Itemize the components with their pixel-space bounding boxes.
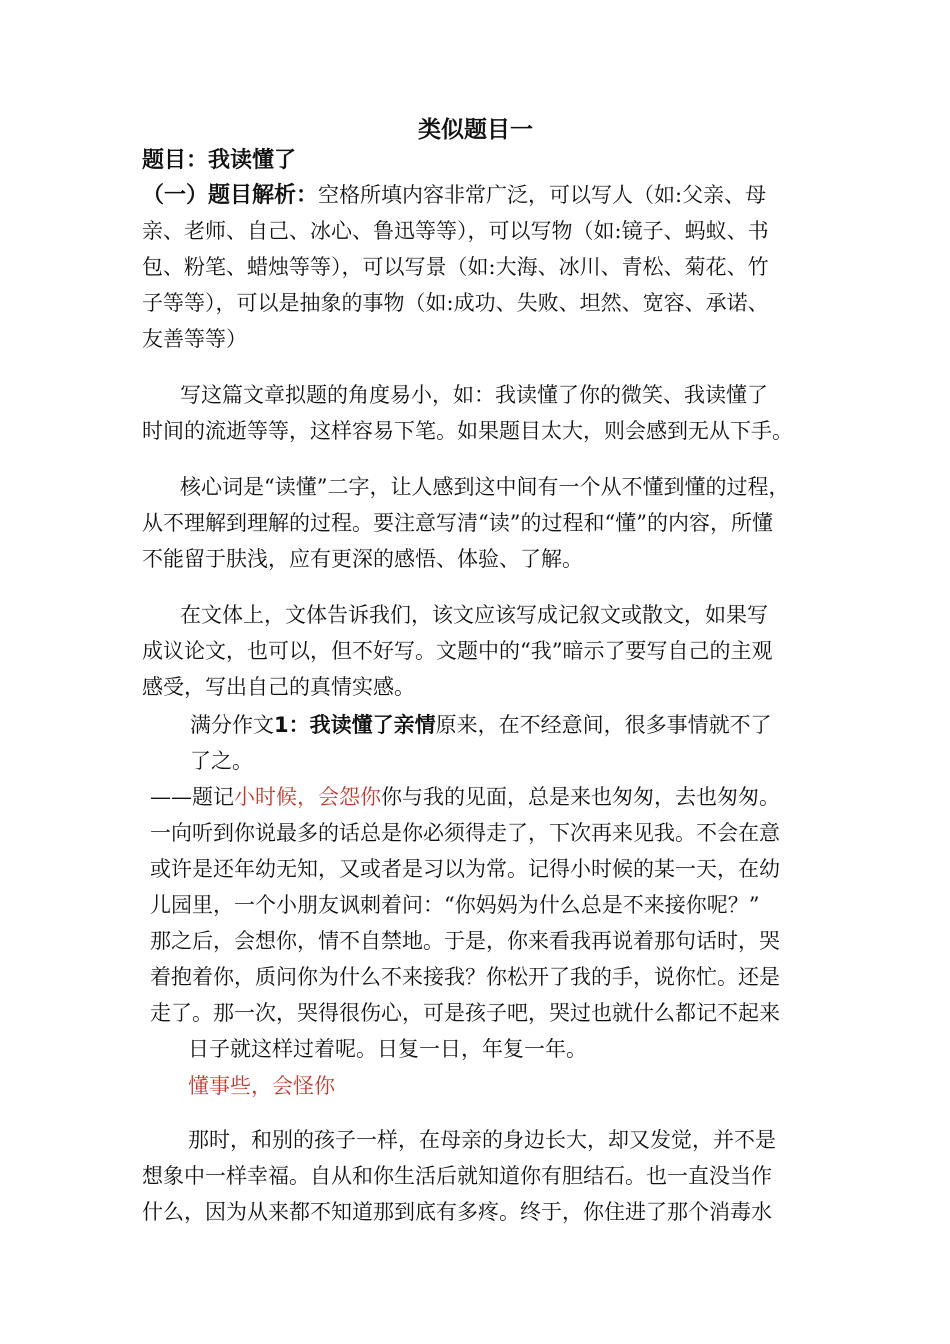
section1-line-4: 那之后，会想你，情不自禁地。于是，你来看我再说着那句话时，哭 — [150, 929, 780, 953]
core-line-1: 核心词是“读懂”二字，让人感到这中间有一个从不懂到懂的过程， — [180, 475, 790, 499]
section2-heading: 懂事些，会怪你 — [188, 1074, 335, 1098]
essay-intro-cont: 了之。 — [190, 749, 253, 773]
angle-line-2: 时间的流逝等等，这样容易下笔。如果题目太大，则会感到无从下手。 — [142, 419, 793, 443]
angle-line-1: 写这篇文章拟题的角度易小，如：我读懂了你的微笑、我读懂了 — [180, 383, 768, 407]
style-line-1: 在文体上，文体告诉我们，该文应该写成记叙文或散文，如果写 — [180, 603, 768, 627]
section1-line-1: 一向听到你说最多的话总是你必须得走了，下次再来见我。不会在意 — [150, 821, 780, 845]
section1-first: 你与我的见面，总是来也匆匆，去也匆匆。 — [381, 785, 780, 809]
core-line-2: 从不理解到理解的过程。要注意写清“读”的过程和“懂”的内容，所懂 — [142, 511, 773, 535]
section2-line-1: 那时，和别的孩子一样，在母亲的身边长大，却又发觉，并不是 — [188, 1128, 776, 1152]
document-title: 类似题目一 — [418, 117, 533, 143]
analysis-line-1 — [142, 177, 766, 214]
section1-heading: 小时候，会怨你 — [234, 785, 381, 809]
essay-label: 满分作文 — [190, 713, 274, 737]
essay-title-line — [190, 707, 772, 743]
section1-line-2: 或许是还年幼无知，又或者是习以为常。记得小时候的某一天，在幼 — [150, 857, 780, 881]
section1-line-3: 儿园里，一个小朋友讽刺着问：“你妈妈为什么总是不来接你呢？” — [150, 893, 760, 917]
essay-number: 1： — [274, 713, 310, 737]
style-line-2: 成议论文，也可以，但不好写。文题中的“我”暗示了要写自己的主观 — [142, 639, 773, 663]
analysis-line-5: 友善等等） — [142, 327, 247, 351]
inscription-line — [150, 779, 780, 815]
style-line-3: 感受，写出自己的真情实感。 — [142, 675, 415, 699]
section1-line-7: 日子就这样过着呢。日复一日，年复一年。 — [188, 1037, 587, 1061]
section2-line-2: 想象中一样幸福。自从和你生活后就知道你有胆结石。也一直没当作 — [142, 1164, 772, 1188]
analysis-line-3: 包、粉笔、蜡烛等等），可以写景（如:大海、冰川、青松、菊花、竹 — [142, 255, 769, 279]
inscription-prefix: ——题记 — [150, 785, 234, 809]
analysis-line-4: 子等等），可以是抽象的事物（如:成功、失败、坦然、宽容、承诺、 — [142, 291, 769, 315]
analysis-line-2: 亲、老师、自己、冰心、鲁迅等等），可以写物（如:镜子、蚂蚁、书 — [142, 219, 769, 243]
section1-line-5: 着抱着你，质问你为什么不来接我？你松开了我的手，说你忙。还是 — [150, 965, 780, 989]
core-line-3: 不能留于肤浅，应有更深的感悟、体验、了解。 — [142, 547, 583, 571]
analysis-label: （一）题目解析： — [142, 183, 319, 208]
essay-title: 我读懂了亲情 — [309, 713, 436, 737]
topic-heading: 题目：我读懂了 — [142, 148, 297, 173]
essay-intro: 原来，在不经意间，很多事情就不了 — [435, 713, 772, 737]
section1-line-6: 走了。那一次，哭得很伤心，可是孩子吧，哭过也就什么都记不起来 — [150, 1001, 780, 1025]
section2-line-3: 什么，因为从来都不知道那到底有多疼。终于，你住进了那个消毒水 — [142, 1200, 772, 1224]
analysis-text: 空格所填内容非常广泛，可以写人（如:父亲、母 — [318, 183, 767, 207]
